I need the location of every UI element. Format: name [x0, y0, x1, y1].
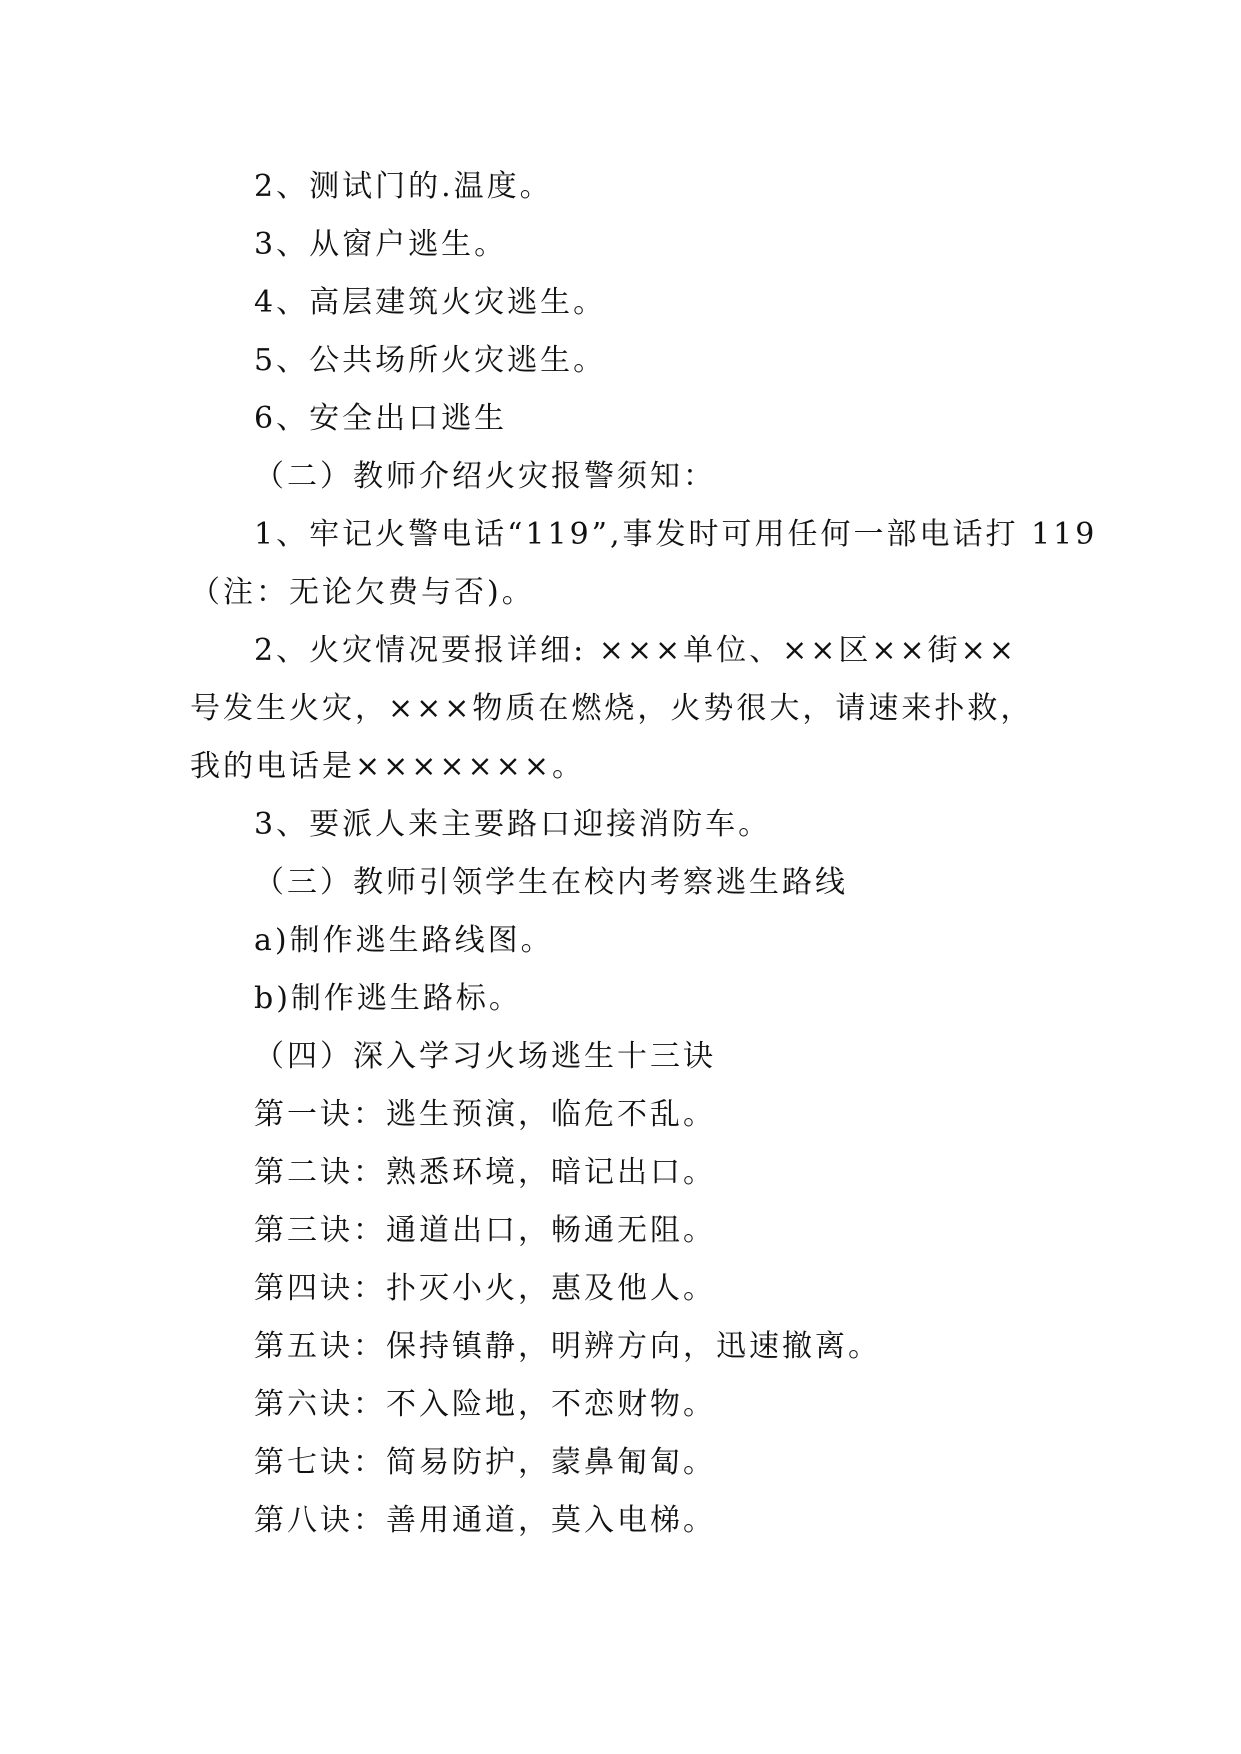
text-line: 2、测试门的.温度。 — [254, 169, 553, 204]
text-line: a)制作逃生路线图。 — [254, 923, 554, 958]
text-line: 1、牢记火警电话“119”,事发时可用任何一部电话打 119 — [254, 517, 1098, 552]
section-heading: （四）深入学习火场逃生十三诀 — [254, 1039, 716, 1074]
text-line: 第六诀：不入险地，不恋财物。 — [254, 1387, 716, 1422]
section-heading: （二）教师介绍火灾报警须知： — [254, 459, 716, 494]
text-line: 第二诀：熟悉环境，暗记出口。 — [254, 1155, 716, 1190]
text-line: 我的电话是×××××××。 — [190, 749, 585, 784]
text-line: 号发生火灾，×××物质在燃烧，火势很大，请速来扑救， — [190, 691, 1034, 726]
text-line: 第八诀：善用通道，莫入电梯。 — [254, 1503, 716, 1538]
text-line: 第三诀：通道出口，畅通无阻。 — [254, 1213, 716, 1248]
section-heading: （三）教师引领学生在校内考察逃生路线 — [254, 865, 848, 900]
text-line: 第五诀：保持镇静，明辨方向，迅速撤离。 — [254, 1329, 881, 1364]
text-line: 5、公共场所火灾逃生。 — [254, 343, 607, 378]
text-line: 第七诀：简易防护，蒙鼻匍匐。 — [254, 1445, 716, 1480]
text-line: 3、要派人来主要路口迎接消防车。 — [254, 807, 772, 842]
document-body — [190, 158, 1098, 1550]
text-line: 第一诀：逃生预演，临危不乱。 — [254, 1097, 716, 1132]
text-line: 4、高层建筑火灾逃生。 — [254, 285, 607, 320]
text-line: （注：无论欠费与否)。 — [190, 575, 535, 610]
text-line: 3、从窗户逃生。 — [254, 227, 508, 262]
text-line: b)制作逃生路标。 — [254, 981, 522, 1016]
text-line: 第四诀：扑灭小火，惠及他人。 — [254, 1271, 716, 1306]
text-line: 2、火灾情况要报详细: ×××单位、××区××街×× — [254, 633, 1017, 668]
text-line: 6、安全出口逃生 — [254, 401, 508, 436]
